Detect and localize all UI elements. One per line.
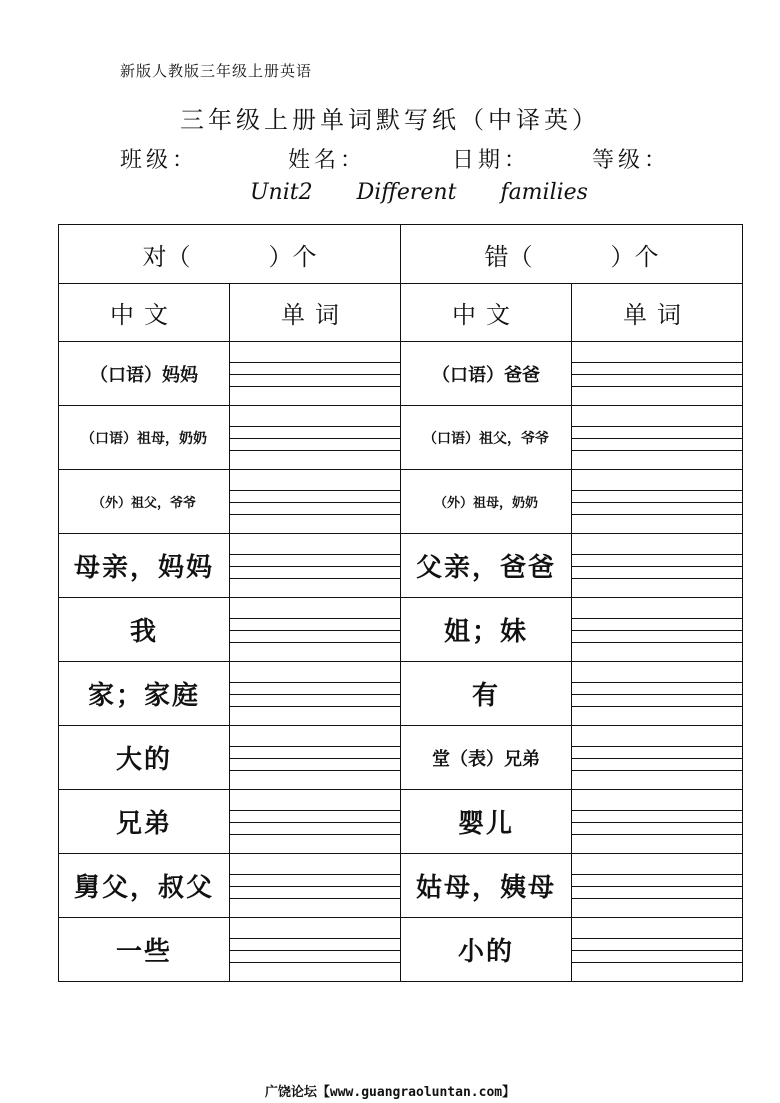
chinese-prompt: 家；家庭	[59, 662, 230, 726]
unit-word-different: Different	[356, 180, 457, 205]
answer-lines[interactable]	[230, 662, 401, 726]
writing-guide-line	[572, 770, 742, 771]
table-row	[59, 342, 743, 406]
writing-guide-line	[230, 706, 400, 707]
writing-guide-line	[572, 514, 742, 515]
answer-lines[interactable]	[230, 406, 401, 470]
grade-label: 等级：	[592, 148, 671, 173]
answer-lines[interactable]	[572, 662, 743, 726]
table-row	[59, 470, 743, 534]
writing-guide-line	[230, 618, 400, 619]
writing-guide-line	[230, 874, 400, 875]
answer-lines[interactable]	[572, 534, 743, 598]
name-label: 姓名：	[288, 148, 367, 173]
writing-guide-line	[572, 962, 742, 963]
chinese-prompt: 舅父，叔父	[59, 854, 230, 918]
writing-guide-line	[572, 450, 742, 451]
writing-guide-line	[230, 450, 400, 451]
writing-guide-line	[572, 898, 742, 899]
chinese-prompt: 我	[59, 598, 230, 662]
writing-guide-line	[230, 682, 400, 683]
answer-lines[interactable]	[230, 726, 401, 790]
chinese-prompt: 婴儿	[401, 790, 572, 854]
class-label: 班级：	[120, 148, 199, 173]
writing-guide-line	[230, 578, 400, 579]
answer-lines[interactable]	[230, 470, 401, 534]
writing-guide-line	[230, 438, 400, 439]
chinese-prompt: （外）祖母，奶奶	[401, 470, 572, 534]
writing-guide-line	[230, 694, 400, 695]
column-header-word-left: 单词	[230, 284, 401, 342]
chinese-prompt: （口语）祖父，爷爷	[401, 406, 572, 470]
answer-lines[interactable]	[572, 470, 743, 534]
writing-guide-line	[572, 758, 742, 759]
answer-lines[interactable]	[572, 406, 743, 470]
writing-guide-line	[572, 938, 742, 939]
writing-guide-line	[230, 950, 400, 951]
dictation-table	[58, 224, 743, 982]
writing-guide-line	[572, 362, 742, 363]
chinese-prompt: 一些	[59, 918, 230, 982]
writing-guide-line	[572, 822, 742, 823]
writing-guide-line	[230, 746, 400, 747]
writing-guide-line	[572, 374, 742, 375]
chinese-prompt: 大的	[59, 726, 230, 790]
writing-guide-line	[230, 554, 400, 555]
answer-lines[interactable]	[572, 790, 743, 854]
writing-guide-line	[572, 874, 742, 875]
writing-guide-line	[230, 822, 400, 823]
table-row	[59, 790, 743, 854]
chinese-prompt: 堂（表）兄弟	[401, 726, 572, 790]
chinese-prompt: 有	[401, 662, 572, 726]
column-header-chinese-right: 中文	[401, 284, 572, 342]
column-header-word-right: 单词	[572, 284, 743, 342]
writing-guide-line	[572, 386, 742, 387]
writing-guide-line	[572, 554, 742, 555]
unit-heading	[250, 180, 588, 205]
chinese-prompt: 兄弟	[59, 790, 230, 854]
correct-suffix: ）个	[268, 242, 317, 271]
answer-lines[interactable]	[230, 534, 401, 598]
answer-lines[interactable]	[230, 918, 401, 982]
wrong-prefix: 错（	[484, 242, 533, 271]
chinese-prompt: 小的	[401, 918, 572, 982]
writing-guide-line	[230, 898, 400, 899]
table-row	[59, 406, 743, 470]
answer-lines[interactable]	[572, 854, 743, 918]
page-title: 三年级上册单词默写纸（中译英）	[180, 106, 600, 134]
correct-prefix: 对（	[142, 242, 191, 271]
chinese-prompt: （口语）祖母，奶奶	[59, 406, 230, 470]
writing-guide-line	[230, 374, 400, 375]
writing-guide-line	[230, 386, 400, 387]
footer-source: 广饶论坛【www.guangraoluntan.com】	[264, 1085, 516, 1100]
column-header-chinese-left: 中文	[59, 284, 230, 342]
writing-guide-line	[572, 642, 742, 643]
writing-guide-line	[230, 834, 400, 835]
chinese-prompt: （外）祖父，爷爷	[59, 470, 230, 534]
wrong-suffix: ）个	[610, 242, 659, 271]
chinese-prompt: 父亲，爸爸	[401, 534, 572, 598]
table-row	[59, 662, 743, 726]
table-row	[59, 726, 743, 790]
document-subtitle: 新版人教版三年级上册英语	[120, 62, 313, 80]
chinese-prompt: 母亲，妈妈	[59, 534, 230, 598]
answer-lines[interactable]	[230, 342, 401, 406]
unit-word-families: families	[500, 180, 588, 205]
writing-guide-line	[572, 834, 742, 835]
writing-guide-line	[230, 490, 400, 491]
writing-guide-line	[572, 578, 742, 579]
writing-guide-line	[230, 770, 400, 771]
writing-guide-line	[572, 746, 742, 747]
answer-lines[interactable]	[230, 854, 401, 918]
writing-guide-line	[230, 362, 400, 363]
answer-lines[interactable]	[572, 342, 743, 406]
answer-lines[interactable]	[230, 598, 401, 662]
writing-guide-line	[230, 758, 400, 759]
answer-lines[interactable]	[572, 726, 743, 790]
writing-guide-line	[230, 642, 400, 643]
writing-guide-line	[230, 502, 400, 503]
chinese-prompt: （口语）妈妈	[59, 342, 230, 406]
writing-guide-line	[572, 886, 742, 887]
writing-guide-line	[230, 514, 400, 515]
answer-lines[interactable]	[572, 598, 743, 662]
writing-guide-line	[572, 630, 742, 631]
writing-guide-line	[572, 950, 742, 951]
table-row	[59, 854, 743, 918]
unit-code: Unit2	[250, 180, 313, 205]
writing-guide-line	[572, 682, 742, 683]
writing-guide-line	[572, 706, 742, 707]
writing-guide-line	[572, 618, 742, 619]
chinese-prompt: 姐；妹	[401, 598, 572, 662]
wrong-count-cell	[401, 225, 743, 284]
table-row	[59, 918, 743, 982]
table-row	[59, 534, 743, 598]
writing-guide-line	[572, 438, 742, 439]
writing-guide-line	[230, 566, 400, 567]
answer-lines[interactable]	[230, 790, 401, 854]
writing-guide-line	[230, 810, 400, 811]
writing-guide-line	[572, 566, 742, 567]
writing-guide-line	[230, 938, 400, 939]
writing-guide-line	[230, 962, 400, 963]
writing-guide-line	[230, 630, 400, 631]
table-row	[59, 598, 743, 662]
chinese-prompt: （口语）爸爸	[401, 342, 572, 406]
writing-guide-line	[572, 426, 742, 427]
date-label: 日期：	[452, 148, 531, 173]
correct-count-cell	[59, 225, 401, 284]
writing-guide-line	[230, 886, 400, 887]
chinese-prompt: 姑母，姨母	[401, 854, 572, 918]
writing-guide-line	[572, 810, 742, 811]
writing-guide-line	[230, 426, 400, 427]
writing-guide-line	[572, 490, 742, 491]
answer-lines[interactable]	[572, 918, 743, 982]
writing-guide-line	[572, 502, 742, 503]
writing-guide-line	[572, 694, 742, 695]
